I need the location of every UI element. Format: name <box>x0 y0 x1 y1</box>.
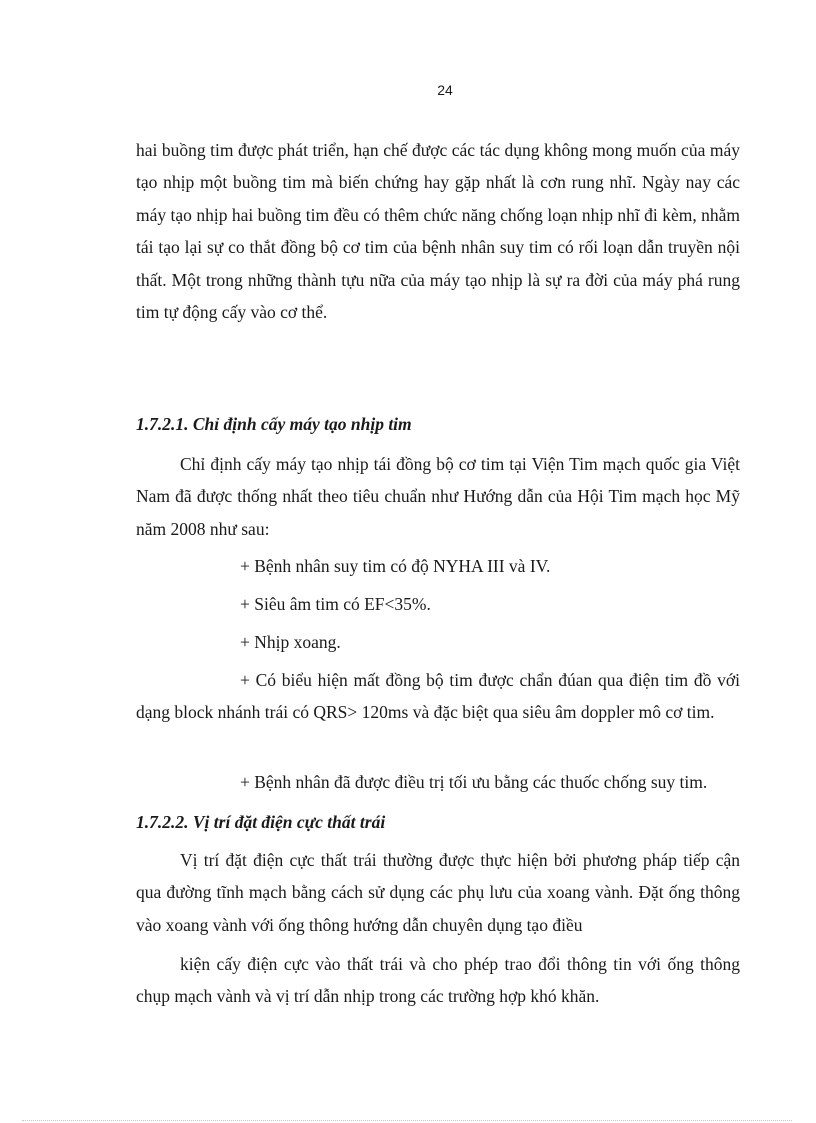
criteria-item-treatment: + Bệnh nhân đã được điều trị tối ưu bằng các thuốc chống suy tim. <box>240 772 708 792</box>
criteria-item-nyha: + Bệnh nhân suy tim có độ NYHA III và IV. <box>240 556 551 576</box>
section-heading-indications: 1.7.2.1. Chỉ định cấy máy tạo nhịp tim <box>136 414 412 434</box>
criteria-item-sinus: + Nhịp xoang. <box>240 632 341 652</box>
footer-divider <box>22 1120 792 1121</box>
lv-lead-paragraph-1: Vị trí đặt điện cực thất trái thường được thực hiện bởi phương pháp tiếp cận qua đường tĩnh mạch bằng cách sử dụng các phụ lưu của xoang vành. Đặt ống thông vào xoang vành với ống thông hướng dẫn chuyên dụng tạo điều <box>136 850 740 935</box>
indications-paragraph: Chỉ định cấy máy tạo nhịp tái đồng bộ cơ tim tại Viện Tim mạch quốc gia Việt Nam đã được thống nhất theo tiêu chuẩn như Hướng dẫn của Hội Tim mạch học Mỹ năm 2008 như sau: <box>136 454 740 539</box>
page-number: 24 <box>437 82 453 98</box>
criteria-item-dyssynchrony: + Có biểu hiện mất đồng bộ tim được chẩn đúan qua điện tim đồ với dạng block nhánh trái có QRS> 120ms và đặc biệt qua siêu âm doppler mô cơ tim. <box>136 670 740 723</box>
intro-paragraph: hai buồng tim được phát triển, hạn chế được các tác dụng không mong muốn của máy tạo nhịp một buồng tim mà biến chứng hay gặp nhất là cơn rung nhĩ. Ngày nay các máy tạo nhịp hai buồng tim đều có thêm chức năng chống loạn nhịp nhĩ đi kèm, nhằm tái tạo lại sự co thắt đồng bộ cơ tim của bệnh nhân suy tim có rối loạn dẫn truyền nội thất. Một trong những thành tựu nữa của máy tạo nhịp là sự ra đời của máy phá rung tim tự động cấy vào cơ thể. <box>136 140 740 323</box>
lv-lead-paragraph-2: kiện cấy điện cực vào thất trái và cho phép trao đổi thông tin với ống thông chụp mạch vành và vị trí dẫn nhịp trong các trường hợp khó khăn. <box>136 954 740 1007</box>
section-heading-lv-lead: 1.7.2.2. Vị trí đặt điện cực thất trái <box>136 812 386 832</box>
criteria-item-ef: + Siêu âm tim có EF<35%. <box>240 594 431 614</box>
